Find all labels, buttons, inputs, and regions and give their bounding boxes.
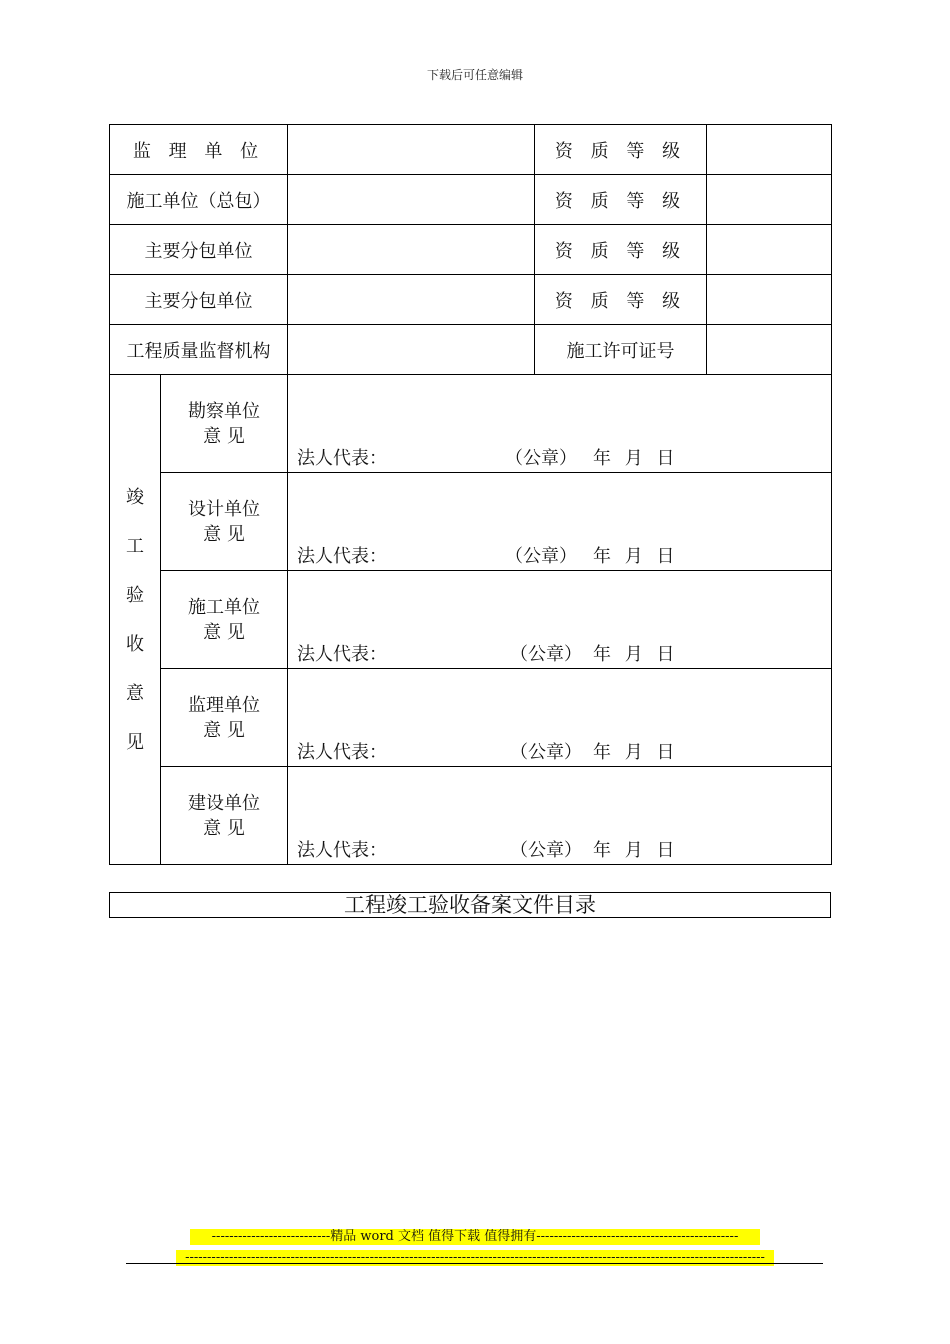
row-value-field[interactable] (288, 225, 535, 275)
permit-number-field[interactable] (707, 325, 832, 375)
opinion-row-survey (110, 375, 832, 473)
opinion-unit-label (161, 571, 288, 669)
form-row-subcontractor-2 (110, 275, 832, 325)
seal-label: （公章） (510, 840, 583, 861)
footer-banner (0, 1229, 950, 1271)
unit-suffix: 意 见 (203, 425, 245, 447)
footer-line-2: ------------------------------------------------------------------------------------------------------------------------------------ (176, 1250, 774, 1266)
unit-name: 施工单位 (188, 596, 260, 618)
opinion-row-owner (110, 767, 832, 865)
signature-line (297, 738, 679, 764)
opinion-row-construction (110, 571, 832, 669)
signature-line (297, 640, 679, 666)
acceptance-opinion-side-label (110, 375, 161, 865)
qualification-label: 资 质 等 级 (535, 175, 707, 225)
row-value-field[interactable] (288, 125, 535, 175)
section-title: 工程竣工验收备案文件目录 (109, 892, 831, 918)
unit-suffix: 意 见 (203, 523, 245, 545)
qualification-value-field[interactable] (707, 175, 832, 225)
seal-label: （公章） (505, 448, 578, 469)
opinion-field[interactable] (288, 669, 832, 767)
opinion-row-design (110, 473, 832, 571)
unit-suffix: 意 见 (203, 621, 245, 643)
qualification-value-field[interactable] (707, 275, 832, 325)
side-char: 竣 (126, 486, 144, 508)
opinion-field[interactable] (288, 375, 832, 473)
opinion-unit-label (161, 669, 288, 767)
legal-rep-label: 法人代表： (297, 448, 388, 469)
legal-rep-label: 法人代表： (297, 546, 388, 567)
unit-name: 设计单位 (188, 498, 260, 520)
date-label: 年 月 日 (593, 742, 679, 763)
unit-suffix: 意 见 (203, 719, 245, 741)
legal-rep-label: 法人代表： (297, 742, 388, 763)
legal-rep-label: 法人代表： (297, 644, 388, 665)
row-label: 工程质量监督机构 (110, 325, 288, 375)
qualification-value-field[interactable] (707, 125, 832, 175)
side-char: 收 (126, 633, 144, 655)
side-char: 见 (126, 731, 144, 753)
signature-line (297, 444, 679, 470)
date-label: 年 月 日 (593, 644, 679, 665)
signature-line (297, 836, 679, 862)
header-note: 下载后可任意编辑 (426, 68, 523, 82)
row-label: 监 理 单 位 (110, 125, 288, 175)
side-char: 意 (126, 682, 144, 704)
form-row-quality-supervision (110, 325, 832, 375)
row-label: 施工单位（总包） (110, 175, 288, 225)
signature-line (297, 542, 679, 568)
row-label: 主要分包单位 (110, 275, 288, 325)
date-label: 年 月 日 (593, 546, 679, 567)
permit-number-label: 施工许可证号 (535, 325, 707, 375)
form-row-supervision (110, 125, 832, 175)
opinion-unit-label (161, 473, 288, 571)
unit-name: 建设单位 (188, 792, 260, 814)
seal-label: （公章） (510, 644, 583, 665)
row-label: 主要分包单位 (110, 225, 288, 275)
unit-suffix: 意 见 (203, 817, 245, 839)
opinion-unit-label (161, 375, 288, 473)
footer-line-1: ---------------------------精品 word 文档 值得下载 值得拥有---------------------------------------------- (190, 1229, 760, 1245)
qualification-label: 资 质 等 级 (535, 125, 707, 175)
form-row-subcontractor-1 (110, 225, 832, 275)
qualification-value-field[interactable] (707, 225, 832, 275)
date-label: 年 月 日 (593, 448, 679, 469)
side-char: 工 (126, 535, 144, 557)
seal-label: （公章） (505, 546, 578, 567)
qualification-label: 资 质 等 级 (535, 275, 707, 325)
opinion-unit-label (161, 767, 288, 865)
form-row-contractor (110, 175, 832, 225)
date-label: 年 月 日 (593, 840, 679, 861)
unit-name: 勘察单位 (188, 400, 260, 422)
opinion-field[interactable] (288, 767, 832, 865)
footer-rule (126, 1263, 823, 1264)
opinion-field[interactable] (288, 473, 832, 571)
qualification-label: 资 质 等 级 (535, 225, 707, 275)
side-char: 验 (126, 584, 144, 606)
row-value-field[interactable] (288, 325, 535, 375)
legal-rep-label: 法人代表： (297, 840, 388, 861)
row-value-field[interactable] (288, 275, 535, 325)
opinion-field[interactable] (288, 571, 832, 669)
seal-label: （公章） (510, 742, 583, 763)
row-value-field[interactable] (288, 175, 535, 225)
opinion-row-supervision (110, 669, 832, 767)
acceptance-form-table (109, 124, 832, 865)
unit-name: 监理单位 (188, 694, 260, 716)
